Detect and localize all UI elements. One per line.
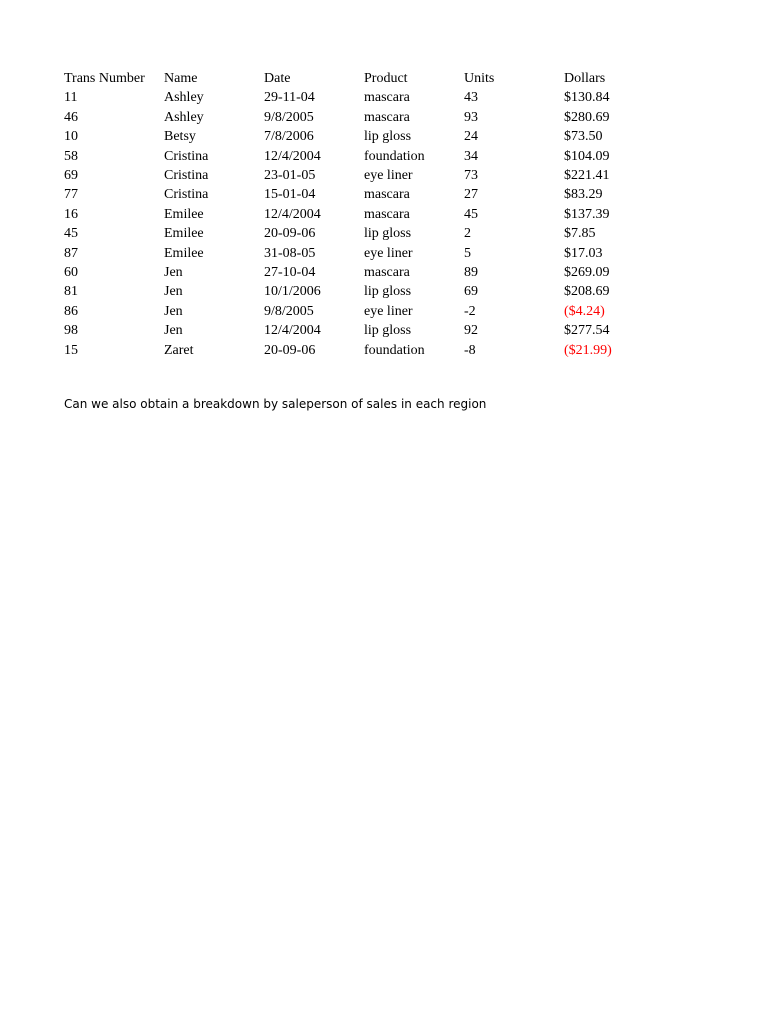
cell-name: Cristina bbox=[164, 148, 209, 164]
cell-product: eye liner bbox=[364, 168, 413, 184]
cell-units: 73 bbox=[464, 168, 478, 184]
cell-trans-number: 77 bbox=[64, 187, 78, 203]
table-row bbox=[64, 88, 664, 107]
cell-name: Jen bbox=[164, 303, 183, 319]
cell-date: 9/8/2005 bbox=[264, 109, 314, 125]
cell-name: Betsy bbox=[164, 129, 196, 145]
sales-table bbox=[64, 69, 664, 360]
cell-name: Jen bbox=[164, 284, 183, 300]
cell-units: 2 bbox=[464, 226, 471, 242]
table-row bbox=[64, 302, 664, 321]
cell-product: foundation bbox=[364, 148, 425, 164]
cell-name: Emilee bbox=[164, 226, 204, 242]
header-product: Product bbox=[364, 71, 408, 86]
cell-trans-number: 10 bbox=[64, 129, 78, 145]
cell-date: 27-10-04 bbox=[264, 265, 316, 281]
cell-trans-number: 16 bbox=[64, 206, 78, 222]
cell-product: mascara bbox=[364, 90, 410, 106]
cell-product: lip gloss bbox=[364, 284, 412, 300]
cell-name: Jen bbox=[164, 323, 183, 339]
cell-dollars: $269.09 bbox=[564, 265, 610, 281]
cell-units: -8 bbox=[464, 342, 476, 358]
cell-units: 34 bbox=[464, 148, 478, 164]
table-row bbox=[64, 341, 664, 360]
cell-date: 12/4/2004 bbox=[264, 206, 321, 222]
cell-units: 5 bbox=[464, 245, 471, 261]
cell-date: 29-11-04 bbox=[264, 90, 315, 106]
table-row bbox=[64, 321, 664, 340]
cell-trans-number: 45 bbox=[64, 226, 78, 242]
table-row bbox=[64, 185, 664, 204]
header-name: Name bbox=[164, 71, 198, 86]
cell-trans-number: 81 bbox=[64, 284, 78, 300]
cell-date: 12/4/2004 bbox=[264, 323, 321, 339]
cell-units: -2 bbox=[464, 303, 476, 319]
cell-units: 92 bbox=[464, 323, 478, 339]
cell-date: 15-01-04 bbox=[264, 187, 316, 203]
sales-sheet bbox=[64, 69, 704, 360]
cell-trans-number: 58 bbox=[64, 148, 78, 164]
cell-name: Zaret bbox=[164, 342, 194, 358]
cell-units: 69 bbox=[464, 284, 478, 300]
table-row bbox=[64, 205, 664, 224]
cell-date: 10/1/2006 bbox=[264, 284, 321, 300]
cell-units: 24 bbox=[464, 129, 478, 145]
cell-product: eye liner bbox=[364, 245, 413, 261]
header-row bbox=[64, 69, 664, 88]
cell-units: 27 bbox=[464, 187, 478, 203]
cell-date: 20-09-06 bbox=[264, 342, 316, 358]
table-row bbox=[64, 127, 664, 146]
cell-dollars: $73.50 bbox=[564, 129, 603, 145]
cell-product: eye liner bbox=[364, 303, 413, 319]
note-text: Can we also obtain a breakdown by saleperson of sales in each region bbox=[64, 397, 487, 411]
cell-dollars: $83.29 bbox=[564, 187, 603, 203]
cell-product: lip gloss bbox=[364, 129, 412, 145]
table-row bbox=[64, 244, 664, 263]
cell-date: 31-08-05 bbox=[264, 245, 316, 261]
cell-dollars: $137.39 bbox=[564, 206, 610, 222]
cell-dollars: ($4.24) bbox=[564, 303, 605, 319]
cell-units: 45 bbox=[464, 206, 478, 222]
table-body bbox=[64, 88, 664, 360]
cell-units: 89 bbox=[464, 265, 478, 281]
table-row bbox=[64, 263, 664, 282]
cell-trans-number: 46 bbox=[64, 109, 78, 125]
cell-product: lip gloss bbox=[364, 323, 412, 339]
cell-product: lip gloss bbox=[364, 226, 412, 242]
cell-name: Emilee bbox=[164, 245, 204, 261]
header-date: Date bbox=[264, 71, 291, 86]
cell-product: mascara bbox=[364, 206, 410, 222]
cell-date: 23-01-05 bbox=[264, 168, 316, 184]
cell-product: mascara bbox=[364, 109, 410, 125]
cell-date: 9/8/2005 bbox=[264, 303, 314, 319]
cell-units: 43 bbox=[464, 90, 478, 106]
cell-date: 20-09-06 bbox=[264, 226, 316, 242]
cell-trans-number: 87 bbox=[64, 245, 78, 261]
cell-name: Emilee bbox=[164, 206, 204, 222]
cell-dollars: $7.85 bbox=[564, 226, 596, 242]
cell-name: Ashley bbox=[164, 90, 204, 106]
cell-trans-number: 86 bbox=[64, 303, 78, 319]
cell-trans-number: 11 bbox=[64, 90, 78, 106]
cell-dollars: $221.41 bbox=[564, 168, 610, 184]
table-row bbox=[64, 166, 664, 185]
cell-product: mascara bbox=[364, 187, 410, 203]
cell-name: Jen bbox=[164, 265, 183, 281]
cell-dollars: $277.54 bbox=[564, 323, 610, 339]
cell-product: mascara bbox=[364, 265, 410, 281]
cell-dollars: ($21.99) bbox=[564, 342, 612, 358]
table-row bbox=[64, 224, 664, 243]
cell-name: Cristina bbox=[164, 168, 209, 184]
cell-dollars: $208.69 bbox=[564, 284, 610, 300]
header-units: Units bbox=[464, 71, 495, 86]
cell-trans-number: 69 bbox=[64, 168, 78, 184]
cell-name: Ashley bbox=[164, 109, 204, 125]
cell-trans-number: 98 bbox=[64, 323, 78, 339]
cell-date: 12/4/2004 bbox=[264, 148, 321, 164]
cell-trans-number: 60 bbox=[64, 265, 78, 281]
header-trans-number: Trans Number bbox=[64, 71, 145, 86]
cell-name: Cristina bbox=[164, 187, 209, 203]
cell-dollars: $104.09 bbox=[564, 148, 610, 164]
header-dollars: Dollars bbox=[564, 71, 606, 86]
cell-dollars: $17.03 bbox=[564, 245, 603, 261]
table-row bbox=[64, 282, 664, 301]
table-row bbox=[64, 108, 664, 127]
cell-dollars: $280.69 bbox=[564, 109, 610, 125]
cell-trans-number: 15 bbox=[64, 342, 78, 358]
cell-product: foundation bbox=[364, 342, 425, 358]
cell-date: 7/8/2006 bbox=[264, 129, 314, 145]
cell-units: 93 bbox=[464, 109, 478, 125]
table-row bbox=[64, 147, 664, 166]
cell-dollars: $130.84 bbox=[564, 90, 610, 106]
